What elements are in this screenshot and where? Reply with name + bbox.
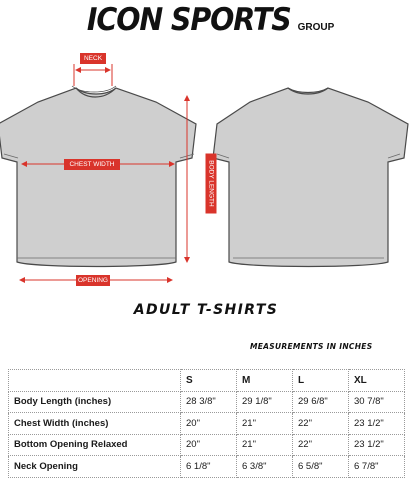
table-corner-cell [9, 370, 181, 392]
brand-suffix: GROUP [297, 22, 335, 33]
brand-name: ICON SPORTS [86, 2, 291, 38]
table-cell: 22" [293, 413, 349, 435]
table-cell: 28 3/8" [181, 391, 237, 413]
row-label: Neck Opening [9, 456, 181, 478]
table-cell: 21" [237, 413, 293, 435]
table-cell: 23 1/2" [349, 413, 405, 435]
table-cell: 29 6/8" [293, 391, 349, 413]
measurement-note: MEASUREMENTS IN INCHES [250, 342, 373, 351]
page-title: ADULT T-SHIRTS [133, 302, 279, 318]
row-label: Body Length (inches) [9, 391, 181, 413]
opening-label: OPENING [76, 275, 110, 286]
size-header-s: S [181, 370, 237, 392]
table-cell: 22" [293, 434, 349, 456]
table-row [9, 434, 405, 456]
table-cell: 21" [237, 434, 293, 456]
brand-logo [0, 2, 412, 38]
tshirt-back [213, 88, 408, 267]
table-cell: 29 1/8" [237, 391, 293, 413]
row-label: Bottom Opening Relaxed [9, 434, 181, 456]
size-chart-table [8, 369, 405, 478]
table-cell: 20" [181, 413, 237, 435]
table-header-row [9, 370, 405, 392]
table-cell: 30 7/8" [349, 391, 405, 413]
table-cell: 6 3/8" [237, 456, 293, 478]
table-cell: 6 7/8" [349, 456, 405, 478]
table-row [9, 413, 405, 435]
chest-width-label: CHEST WIDTH [64, 159, 120, 170]
table-cell: 20" [181, 434, 237, 456]
table-cell: 6 5/8" [293, 456, 349, 478]
table-row [9, 456, 405, 478]
neck-label: NECK [80, 53, 106, 64]
size-header-xl: XL [349, 370, 405, 392]
row-label: Chest Width (inches) [9, 413, 181, 435]
body-length-label: BODY LENGTH [206, 154, 217, 214]
table-row [9, 391, 405, 413]
neck-measure [74, 64, 112, 86]
table-cell: 6 1/8" [181, 456, 237, 478]
size-header-m: M [237, 370, 293, 392]
table-cell: 23 1/2" [349, 434, 405, 456]
tshirt-front [0, 86, 196, 267]
size-header-l: L [293, 370, 349, 392]
